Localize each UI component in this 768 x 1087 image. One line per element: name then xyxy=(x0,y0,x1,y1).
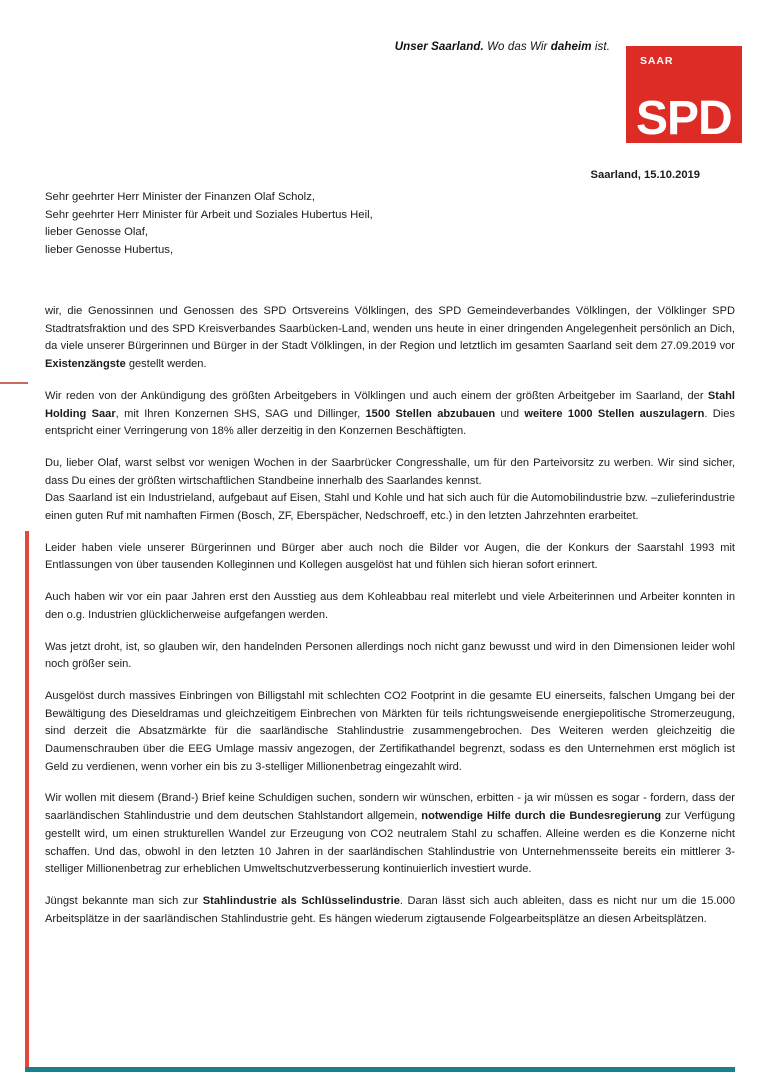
paragraph-3-line-1: Du, lieber Olaf, warst selbst vor wenigen Wochen in der Saarbrücker Congresshalle, um für den Parteivorsitz zu werben. Wir sind sicher, dass Du eines der größten wirtschaftlichen Standbeine innerhalb des Saarlandes kennst. xyxy=(45,456,735,487)
p9-emphasis-key-industry: Stahlindustrie als Schlüsselindustrie xyxy=(202,894,400,907)
logo-saar-label: SAAR xyxy=(640,55,674,67)
paragraph-3-line-2: Das Saarland ist ein Industrieland, aufgebaut auf Eisen, Stahl und Kohle und hat sich auch für die Automobilindustrie bzw. –zulieferindustrie einen guten Ruf mit namhaften Firmen (Bosch, ZF, Eberspächer, Nedschroeff, etc.) in den letzten Jahrzehnten erarbeitet. xyxy=(45,492,735,523)
tagline-part-3: daheim xyxy=(550,41,592,53)
bottom-rule xyxy=(25,1067,735,1072)
tagline-part-1: Unser Saarland. xyxy=(394,41,484,53)
p2-emphasis-jobs: 1500 Stellen abzubauen xyxy=(365,407,496,420)
p8-emphasis-help: notwendige Hilfe durch die Bundesregierung xyxy=(421,810,662,823)
paragraph-6: Was jetzt droht, ist, so glauben wir, den handelnden Personen allerdings noch nicht ganz bewusst und wird in den Dimensionen leider wohl noch größer sein. xyxy=(45,640,735,671)
p1-text-a: wir, die Genossinnen und Genossen des SPD Ortsvereins Völklingen, des SPD Gemeindeverbandes Völklingen, der Völklinger SPD Stadtratsfraktion und des SPD Kreisverbandes Saarbücken-Land, wenden uns heute in einer dringenden Angelegenheit persönlich an Dich, da viele unserer Bürgerinnen und Bürger in der Stadt Völklingen, in der Region und letztlich im gesamten Saarland seit dem 27.09.2019 vor xyxy=(45,305,735,353)
p8-text-c: zur Verfügung gestellt wird, um einen strukturellen Wandel zur Erzeugung von CO2 neutralem Stahl zu schaffen. Alleine werden es die Konzerne nicht schaffen. Und das, obwohl in den letzten 10 Jahren in der saarländischen Stahlindustrie von Unternehmensseite bereits ein mittlerer 3-stelliger Millionenbetrag zur erheblichen Umweltschutzverbesserung kontinuierlich investiert wurde. xyxy=(45,810,735,876)
paragraph-2 xyxy=(45,388,735,441)
paragraph-5: Auch haben wir vor ein paar Jahren erst den Ausstieg aus dem Kohleabbau real miterlebt und viele Arbeiterinnen und Arbeiter konnten in den o.g. Industrien glücklicherweise aufgefangen werden. xyxy=(45,591,735,621)
left-vertical-rule xyxy=(25,531,29,1070)
tagline-part-2: Wo das Wir xyxy=(483,41,551,53)
logo-spd-label: SPD xyxy=(636,91,732,145)
spd-saar-logo xyxy=(626,46,742,143)
tagline xyxy=(395,41,610,53)
salutation-block xyxy=(45,189,685,259)
paragraph-7: Ausgelöst durch massives Einbringen von Billigstahl mit schlechten CO2 Footprint in die gesamte EU einerseits, falschen Umgang bei der Bewältigung des Dieseldramas und gleichzeitigem Einbrechen von Märkten für teils richtungsweisende energiepolitische Stromerzeugung, sind derzeit die Absatzmärkte für die saarländische Stahlindustrie zusammengebrochen. Des Weiteren werden gleichzeitig die Daumenschrauben über die EEG Umlage massiv angezogen, der Zertifikathandel begrenzt, sodass es den Unternehmen erst möglich ist Geld zu verdienen, wenn vorher ein bis zu 3-stelliger Millionenbetrag eingezahlt wird. xyxy=(45,689,735,773)
p9-text-c: . Daran lässt sich auch ableiten, dass es nicht nur um die 15.000 Arbeitsplätze in der saarländischen Stahlindustrie geht. Es hängen wiederum zigtausende Folgearbeitsplätze an diesen Arbeitsplätzen. xyxy=(45,894,735,925)
paragraph-8 xyxy=(45,790,735,879)
p2-text-c: , mit Ihren Konzernen SHS, SAG und Dillinger, xyxy=(115,407,366,420)
p9-text-a: Jüngst bekannte man sich zur xyxy=(45,894,203,907)
p2-text-e: und xyxy=(495,407,525,420)
p1-text-c: gestellt werden. xyxy=(125,358,207,371)
letter-body xyxy=(45,303,735,942)
p2-emphasis-company: Stahl Holding Saar xyxy=(45,389,735,420)
left-short-rule xyxy=(0,382,28,384)
letterhead xyxy=(0,0,768,150)
paragraph-1 xyxy=(45,303,735,374)
salutation-line-2: Sehr geehrter Herr Minister für Arbeit und Soziales Hubertus Heil, xyxy=(45,208,373,221)
date-line: Saarland, 15.10.2019 xyxy=(590,169,700,181)
paragraph-9 xyxy=(45,893,735,928)
p8-text-a: Wir wollen mit diesem (Brand-) Brief keine Schuldigen suchen, sondern wir wünschen, erbitten - ja wir müssen es sogar - fordern, dass der saarländischen Stahlindustrie und dem deutschen Stahlstandort allgemein, xyxy=(45,792,735,823)
salutation-line-4: lieber Genosse Hubertus, xyxy=(45,243,174,256)
p2-text-a: Wir reden von der Ankündigung des größten Arbeitgebers in Völklingen und auch einem der größten Arbeitgeber im Saarland, der xyxy=(45,389,708,402)
p1-emphasis: Existenzängste xyxy=(45,358,126,371)
salutation-line-3: lieber Genosse Olaf, xyxy=(45,226,148,239)
tagline-part-4: ist. xyxy=(591,41,610,53)
salutation-line-1: Sehr geehrter Herr Minister der Finanzen Olaf Scholz, xyxy=(45,191,315,203)
p2-emphasis-outsourcing: weitere 1000 Stellen auszulagern xyxy=(524,407,705,420)
p2-text-g: . Dies entspricht einer Verringerung von 18% aller derzeitig in den Konzernen Beschäftigten. xyxy=(45,407,735,438)
paragraph-4: Leider haben viele unserer Bürgerinnen und Bürger aber auch noch die Bilder vor Augen, die der Konkurs der Saarstahl 1993 mit Entlassungen von über tausenden Kolleginnen und Kollegen ausgelöst hat und fühlen sich hieran sofort erinnert. xyxy=(45,541,735,572)
